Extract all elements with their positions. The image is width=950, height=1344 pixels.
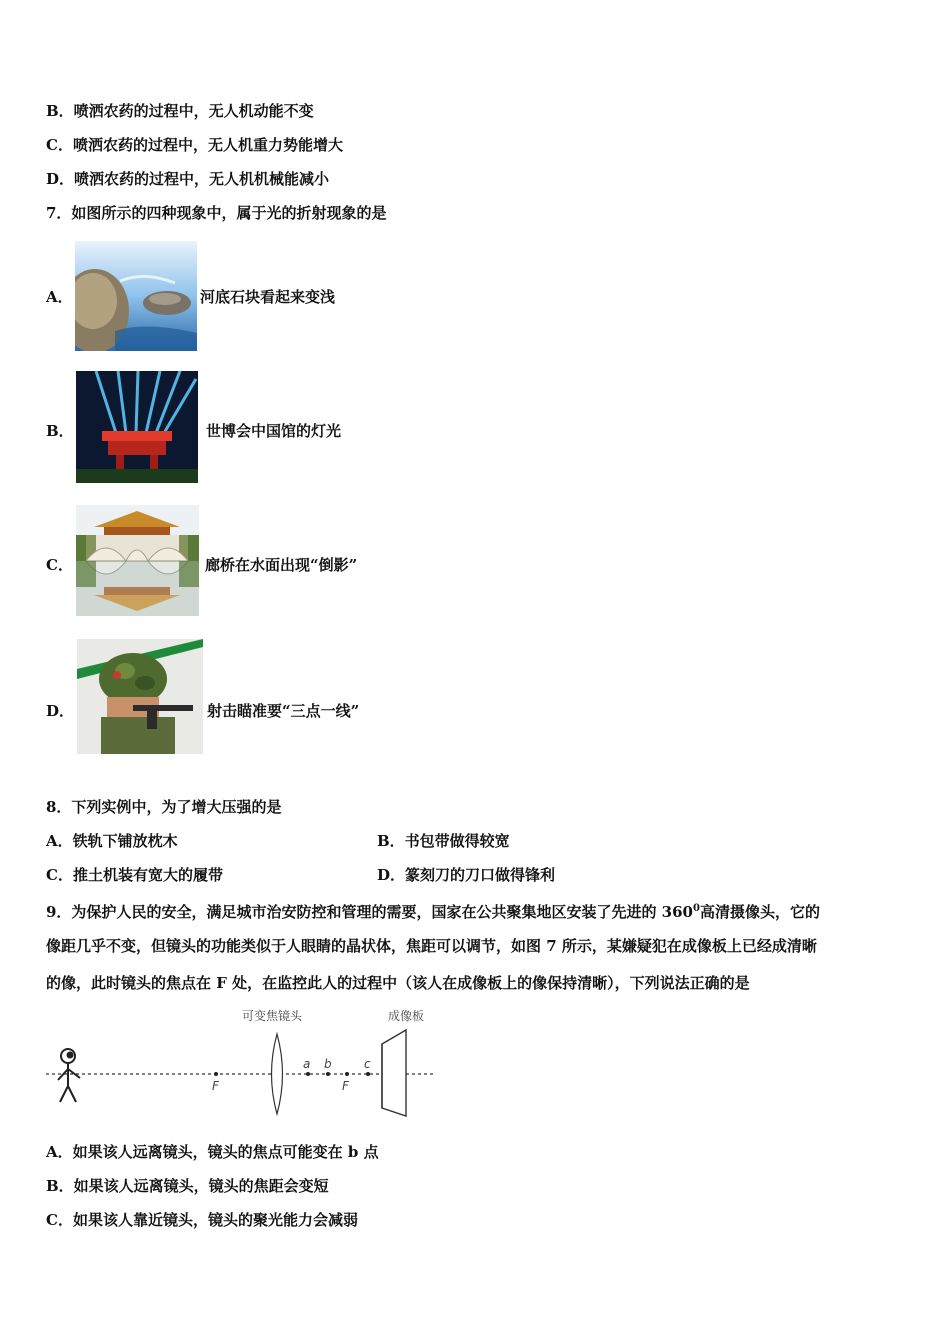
q9-degree-superscript: 0 — [692, 903, 700, 914]
q8-option-c: C．推土机装有宽大的履带 — [46, 866, 223, 884]
q8-option-d: D．篆刻刀的刀口做得锋利 — [377, 866, 556, 884]
q7-option-a-caption: 河底石块看起来变浅 — [200, 288, 336, 306]
point-a-label: a — [303, 1057, 311, 1071]
q9-option-b: B．如果该人远离镜头，镜头的焦距会变短 — [46, 1177, 329, 1195]
q9-stem-line-2: 像距几乎不变，但镜头的功能类似于人眼睛的晶状体，焦距可以调节，如图 7 所示，某嫌疑犯在成像板上已经成清晰 — [46, 937, 817, 955]
q7-option-b-image — [76, 371, 198, 483]
convex-lens — [272, 1034, 283, 1114]
q9-stem-line-1b: 高清摄像头，它的 — [699, 903, 820, 921]
q6-option-c: C．喷洒农药的过程中，无人机重力势能增大 — [46, 136, 343, 154]
q7-stem: 7．如图所示的四种现象中，属于光的折射现象的是 — [46, 204, 387, 222]
focal-point-right-label: F — [342, 1079, 349, 1093]
focal-point-left-label: F — [212, 1079, 219, 1093]
q8-option-a: A．铁轨下铺放枕木 — [46, 832, 178, 850]
q7-option-a-image — [75, 241, 197, 351]
stick-figure — [58, 1049, 80, 1102]
q7-option-a-letter: A． — [46, 288, 73, 306]
board-label: 成像板 — [388, 1009, 425, 1023]
q9-option-c: C．如果该人靠近镜头，镜头的聚光能力会减弱 — [46, 1211, 358, 1229]
q8-option-b: B．书包带做得较宽 — [377, 832, 510, 850]
camera-lens-diagram — [44, 1006, 439, 1124]
q7-option-b-letter: B． — [46, 422, 74, 440]
q7-option-c-letter: C． — [46, 556, 73, 574]
q7-option-d-image — [77, 639, 203, 754]
point-c-label: c — [364, 1057, 371, 1071]
q7-option-d-letter: D． — [46, 702, 75, 720]
image-board — [382, 1030, 406, 1116]
q9-option-a: A．如果该人远离镜头，镜头的焦点可能变在 b 点 — [46, 1143, 379, 1161]
q7-option-d-caption: 射击瞄准要“三点一线” — [207, 702, 360, 720]
q7-option-c-image — [76, 505, 199, 616]
point-b-label: b — [324, 1057, 332, 1071]
q7-option-c-caption: 廊桥在水面出现“倒影” — [205, 556, 358, 574]
q6-option-d: D．喷洒农药的过程中，无人机机械能减小 — [46, 170, 330, 188]
q7-option-b-caption: 世博会中国馆的灯光 — [206, 422, 342, 440]
q6-option-b: B．喷洒农药的过程中，无人机动能不变 — [46, 102, 314, 120]
q8-stem: 8．下列实例中，为了增大压强的是 — [46, 798, 282, 816]
lens-label: 可变焦镜头 — [242, 1009, 303, 1023]
q9-stem-line-3: 的像，此时镜头的焦点在 F 处，在监控此人的过程中（该人在成像板上的像保持清晰），下列说法正确的是 — [46, 974, 750, 992]
q9-stem-line-1 — [46, 899, 820, 922]
q9-stem-line-1a: 9．为保护人民的安全，满足城市治安防控和管理的需要，国家在公共聚集地区安装了先进的 360 — [46, 903, 693, 921]
